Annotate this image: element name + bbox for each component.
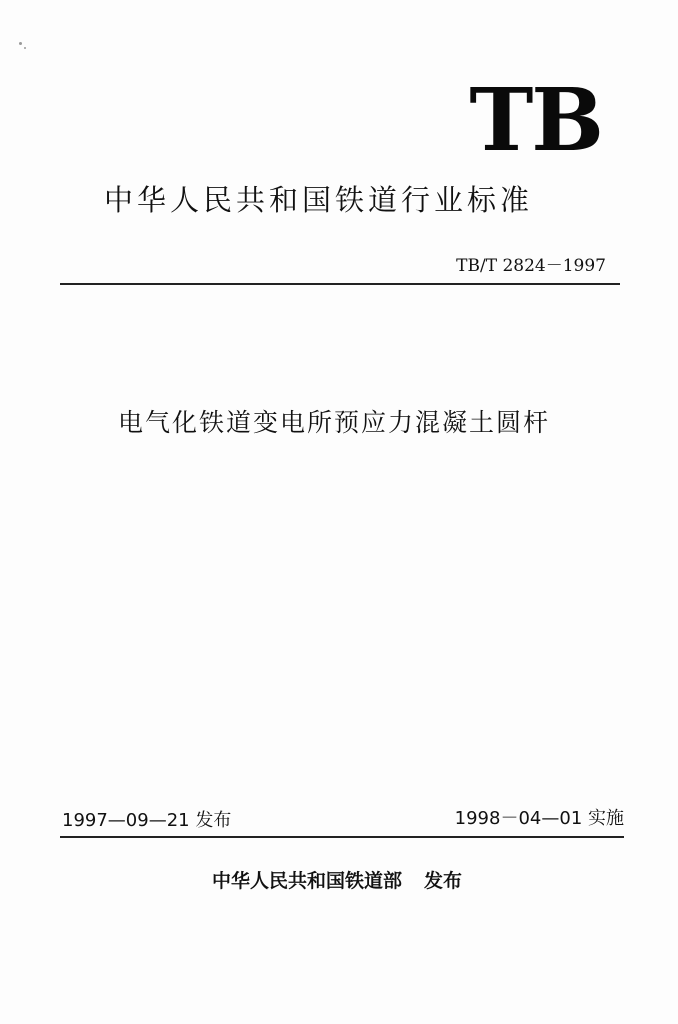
issue-date: 1997—09—21 发布 bbox=[62, 810, 232, 831]
publisher-action: 发布 bbox=[424, 870, 463, 892]
bottom-divider bbox=[60, 836, 624, 838]
scan-speck bbox=[24, 47, 26, 49]
scan-speck bbox=[19, 42, 22, 45]
implementation-date: 1998－04—01 实施 bbox=[454, 808, 624, 829]
standard-number: TB/T 2824－1997 bbox=[456, 256, 606, 276]
standard-category-heading: 中华人民共和国铁道行业标准 bbox=[104, 183, 534, 217]
top-divider bbox=[60, 283, 620, 285]
document-title: 电气化铁道变电所预应力混凝土圆杆 bbox=[118, 408, 551, 437]
publisher-line bbox=[212, 866, 462, 893]
publisher-name: 中华人民共和国铁道部 bbox=[212, 870, 403, 892]
standard-logo: TB bbox=[469, 70, 602, 171]
